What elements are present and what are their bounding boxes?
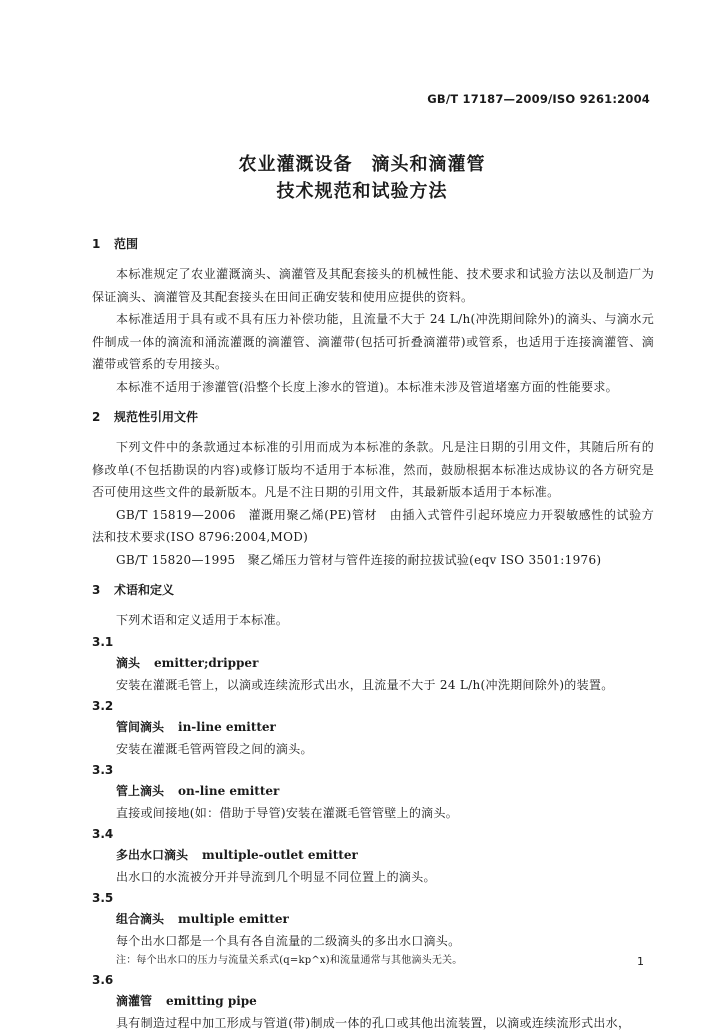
paragraph: 本标准规定了农业灌溉滴头、滴灌管及其配套接头的机械性能、技术要求和试验方法以及制造厂为保证滴头、滴灌管及其配套接头在田间正确安装和使用应提供的资料。 <box>92 267 654 304</box>
term-name <box>92 653 654 674</box>
term-zh: 滴灌管 <box>116 993 153 1008</box>
term-name <box>92 991 654 1012</box>
term-number: 3.2 <box>92 698 114 713</box>
document-title-line1: 农业灌溉设备 滴头和滴灌管 <box>238 154 486 175</box>
reference-entry: GB/T 15820—1995 聚乙烯压力管材与管件连接的耐拉拔试验(eqv ISO 3501:1976) <box>116 552 602 567</box>
section-title: 规范性引用文件 <box>114 410 199 424</box>
section-heading-references <box>92 407 654 427</box>
term-zh: 管上滴头 <box>116 783 165 798</box>
term-definition: 安装在灌溉毛管上，以滴或连续流形式出水，且流量不大于 24 L/h(冲洗期间除外)的装置。 <box>116 677 614 692</box>
page-number: 1 <box>637 955 644 968</box>
term-number: 3.4 <box>92 826 114 841</box>
document-body <box>92 234 654 1034</box>
paragraph: 本标准适用于具有或不具有压力补偿功能，且流量不大于 24 L/h(冲洗期间除外)的滴头、与滴水元件制成一体的滴流和涌流灌溉的滴灌管、滴灌带(包括可折叠滴灌带)或管系，也适用于连接滴灌管、滴灌带或管系的专用接头。 <box>92 312 654 371</box>
section-number: 2 <box>92 410 101 424</box>
term-definition: 直接或间接地(如：借助于导管)安装在灌溉毛管管壁上的滴头。 <box>116 805 459 820</box>
term-number: 3.5 <box>92 890 114 905</box>
term-en: multiple emitter <box>178 911 289 926</box>
term-zh: 组合滴头 <box>116 911 165 926</box>
paragraph: 下列术语和定义适用于本标准。 <box>116 613 289 627</box>
term-name <box>92 909 654 930</box>
paragraph: 本标准不适用于渗灌管(沿整个长度上渗水的管道)。本标准未涉及管道堵塞方面的性能要求。 <box>116 379 618 394</box>
term-note: 注：每个出水口的压力与流量关系式(q=kp^x)和流量通常与其他滴头无关。 <box>116 954 463 966</box>
section-number: 1 <box>92 237 101 251</box>
term-zh: 滴头 <box>116 655 141 670</box>
term-definition: 出水口的水流被分开并导流到几个明显不同位置上的滴头。 <box>116 869 436 884</box>
document-title-line2: 技术规范和试验方法 <box>276 181 448 202</box>
term-name <box>92 717 654 738</box>
term-definition: 安装在灌溉毛管两管段之间的滴头。 <box>116 741 313 756</box>
term-definition: 具有制造过程中加工形成与管道(带)制成一体的孔口或其他出流装置，以滴或连续流形式出水， <box>116 1015 631 1030</box>
reference-entry: GB/T 15819—2006 灌溉用聚乙烯(PE)管材 由插入式管件引起环境应力开裂敏感性的试验方法和技术要求(ISO 8796:2004,MOD) <box>92 507 654 544</box>
term-number: 3.3 <box>92 762 114 777</box>
paragraph: 下列文件中的条款通过本标准的引用而成为本标准的条款。凡是注日期的引用文件，其随后所有的修改单(不包括勘误的内容)或修订版均不适用于本标准，然而，鼓励根据本标准达成协议的各方研究是否可使用这些文件的最新版本。凡是不注日期的引用文件，其最新版本适用于本标准。 <box>92 440 654 499</box>
term-definition: 每个出水口都是一个具有各自流量的二级滴头的多出水口滴头。 <box>116 933 461 948</box>
section-heading-scope <box>92 234 654 254</box>
section-title: 术语和定义 <box>114 583 175 597</box>
term-en: multiple-outlet emitter <box>202 847 358 862</box>
term-number: 3.1 <box>92 634 114 649</box>
term-en: emitting pipe <box>166 993 257 1008</box>
term-name <box>92 845 654 866</box>
term-number: 3.6 <box>92 972 114 987</box>
term-zh: 管间滴头 <box>116 719 165 734</box>
section-number: 3 <box>92 583 101 597</box>
standard-code: GB/T 17187—2009/ISO 9261:2004 <box>427 92 650 106</box>
term-name <box>92 781 654 802</box>
term-zh: 多出水口滴头 <box>116 847 189 862</box>
section-title: 范围 <box>114 237 139 251</box>
section-heading-terms <box>92 580 654 600</box>
term-en: on-line emitter <box>178 783 280 798</box>
term-en: in-line emitter <box>178 719 276 734</box>
term-en: emitter;dripper <box>154 655 259 670</box>
